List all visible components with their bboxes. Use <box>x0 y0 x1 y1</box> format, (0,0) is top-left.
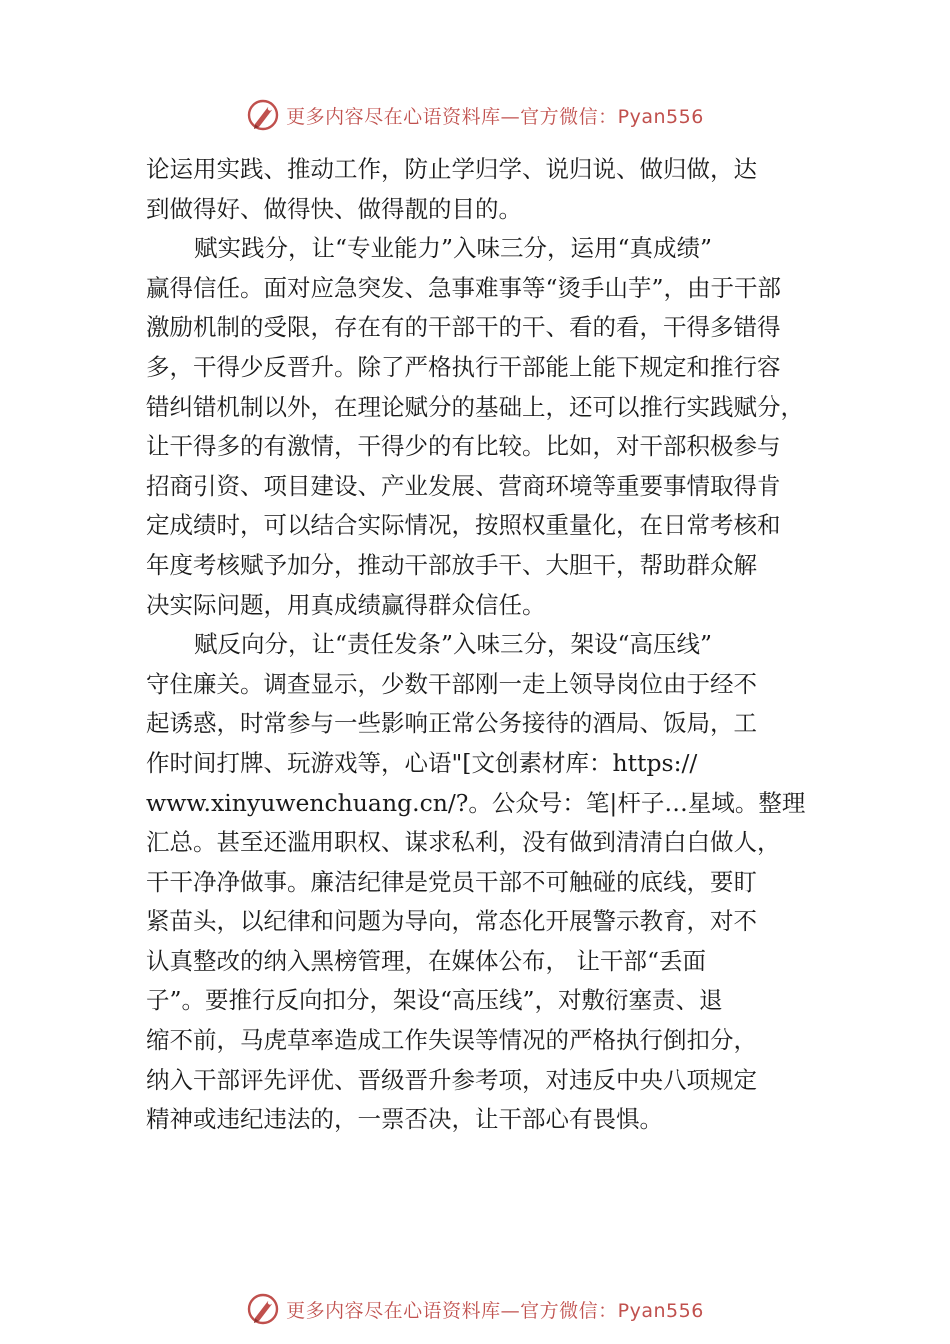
text-line: 错纠错机制以外，在理论赋分的基础上，还可以推行实践赋分， <box>146 392 804 421</box>
header-banner-inner <box>246 98 704 132</box>
footer-slogan <box>286 1296 704 1323</box>
text-line: 赢得信任。面对应急突发、急事难事等“烫手山芋”，由于干部 <box>146 273 782 302</box>
header-slogan-text: 更多内容尽在心语资料库—官方微信： <box>286 105 618 128</box>
footer-banner-inner <box>246 1292 704 1326</box>
text-line: 论运用实践、推动工作，防止学归学、说归说、做归做，达 <box>146 155 757 183</box>
pen-logo-icon <box>246 1292 280 1326</box>
header-slogan <box>286 102 704 129</box>
text-line: 干干净净做事。廉洁纪律是党员干部不可触碰的底线，要盯 <box>146 867 757 896</box>
footer-wechat-id: Pyan556 <box>617 1299 704 1322</box>
text-line: 定成绩时，可以结合实际情况，按照权重量化，在日常考核和 <box>146 511 781 540</box>
text-line: 精神或违纪违法的，一票否决，让干部心有畏惧。 <box>146 1105 663 1134</box>
text-line: 认真整改的纳入黑榜管理，在媒体公布， 让干部“丢面 <box>146 946 706 975</box>
header-wechat-id: Pyan556 <box>617 105 704 128</box>
text-line: 守住廉关。调查显示，少数干部刚一走上领导岗位由于经不 <box>146 669 757 698</box>
text-line: 汇总。甚至还滥用职权、谋求私利，没有做到清清白白做人， <box>146 828 781 857</box>
text-line: 年度考核赋予加分，推动干部放手干、大胆干，帮助群众解 <box>146 550 757 579</box>
text-line: 起诱惑，时常参与一些影响正常公务接待的酒局、饭局，工 <box>146 709 757 738</box>
footer-banner <box>0 1289 950 1329</box>
text-line: 激励机制的受限，存在有的干部干的干、看的看，干得多错得 <box>146 313 781 342</box>
text-line: 子”。要推行反向扣分，架设“高压线”，对敷衍塞责、退 <box>146 986 723 1015</box>
header-banner <box>0 95 950 135</box>
text-line: 让干得多的有激情，干得少的有比较。比如，对干部积极参与 <box>146 432 781 461</box>
paragraph-3 <box>146 625 836 1140</box>
text-line: 决实际问题，用真成绩赢得群众信任。 <box>146 590 546 619</box>
text-line: 招商引资、项目建设、产业发展、营商环境等重要事情取得肯 <box>146 471 781 500</box>
text-line: 多，干得少反晋升。除了严格执行干部能上能下规定和推行容 <box>146 352 781 381</box>
text-line: 作时间打牌、玩游戏等，心语"[文创素材库：https:// <box>146 748 698 777</box>
text-line: 赋实践分，让“专业能力”入味三分，运用“真成绩” <box>194 234 713 263</box>
text-line: 到做得好、做得快、做得靓的目的。 <box>146 194 522 223</box>
document-body <box>146 150 836 1140</box>
pen-logo-icon <box>246 98 280 132</box>
text-line: www.xinyuwenchuang.cn/?。公众号：笔|杆子…星域。整理 <box>146 788 806 817</box>
text-line: 紧苗头，以纪律和问题为导向，常态化开展警示教育，对不 <box>146 907 757 936</box>
paragraph-1 <box>146 150 836 229</box>
text-line: 纳入干部评先评优、晋级晋升参考项，对违反中央八项规定 <box>146 1065 757 1094</box>
paragraph-2 <box>146 229 836 625</box>
text-line: 赋反向分，让“责任发条”入味三分，架设“高压线” <box>194 630 713 659</box>
footer-slogan-text: 更多内容尽在心语资料库—官方微信： <box>286 1299 618 1322</box>
text-line: 缩不前，马虎草率造成工作失误等情况的严格执行倒扣分， <box>146 1026 757 1055</box>
